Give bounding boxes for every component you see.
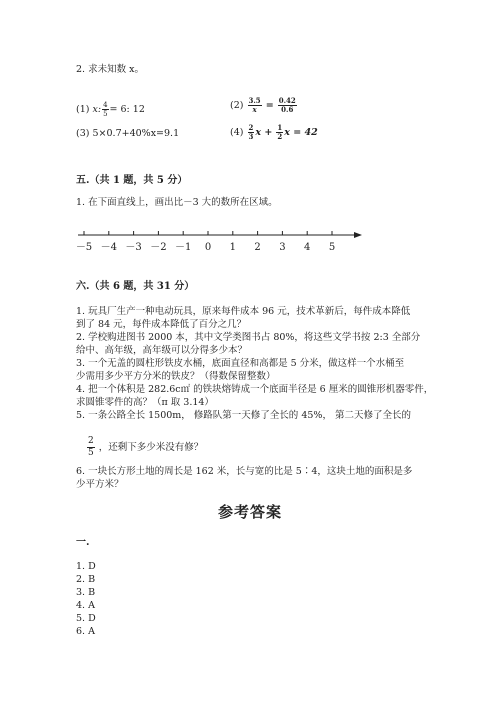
number-line-label: 4 bbox=[304, 242, 311, 253]
number-line-label: 3 bbox=[279, 242, 286, 253]
eq4-mid: x + bbox=[255, 127, 273, 138]
eq1-var: x: bbox=[92, 104, 102, 115]
equation-1 bbox=[76, 101, 145, 118]
section2-heading: 2. 求未知数 x。 bbox=[76, 64, 144, 75]
number-line-label: －5 bbox=[75, 242, 93, 253]
eq3-expression: 5×0.7+40%x=9.1 bbox=[92, 128, 180, 139]
answer-item: 6. A bbox=[76, 626, 95, 637]
number-line-label: －1 bbox=[175, 242, 192, 253]
section6-title: 六.（共 6 题，共 31 分） bbox=[76, 281, 195, 292]
answer-item: 4. A bbox=[76, 600, 95, 611]
number-line-label: 2 bbox=[254, 242, 261, 253]
q5-frac-den: 5 bbox=[88, 448, 94, 458]
eq2-lhs-fraction bbox=[248, 97, 262, 114]
answer-item: 2. B bbox=[76, 574, 96, 585]
number-line-labels bbox=[76, 242, 335, 253]
number-line-label: 1 bbox=[229, 242, 236, 253]
s6-q4-line1: 4. 把一个体积是 282.6c㎡ 的铁块熔铸成一个底面半径是 6 厘米的圆锥形机器零件， bbox=[76, 384, 434, 395]
equation-2 bbox=[230, 97, 298, 114]
eq1-frac-den: 5 bbox=[103, 110, 108, 118]
eq2-lhs-num: 3.5 bbox=[248, 96, 261, 105]
number-line bbox=[70, 226, 370, 256]
eq2-equals: = bbox=[265, 100, 274, 111]
eq4-frac1-num: 2 bbox=[248, 123, 254, 132]
section5-title: 五.（共 1 题，共 5 分） bbox=[76, 175, 188, 186]
number-line-label: 5 bbox=[328, 242, 336, 253]
eq4-frac2 bbox=[276, 124, 283, 141]
s6-q1-line2: 到了 84 元，每件成本降低了百分之几？ bbox=[76, 319, 247, 330]
answer-item: 5. D bbox=[76, 613, 96, 624]
section5-question-1: 1. 在下面直线上，画出比－3 大的数所在区域。 bbox=[76, 197, 278, 208]
s6-q2-line2: 给中、高年级，高年级可以分得多少本？ bbox=[76, 345, 248, 356]
eq3-label: (3) bbox=[76, 128, 90, 139]
eq2-lhs-den: x bbox=[252, 105, 257, 114]
eq2-rhs-den: 0.6 bbox=[281, 105, 294, 114]
eq4-frac1 bbox=[248, 124, 255, 141]
answer-item: 3. B bbox=[76, 587, 96, 598]
eq1-fraction bbox=[102, 101, 108, 118]
eq1-rhs: = 6: 12 bbox=[109, 104, 145, 115]
equation-4 bbox=[230, 124, 318, 141]
eq4-label: (4) bbox=[230, 127, 244, 138]
s6-q3-line1: 3. 一个无盖的圆柱形铁皮水桶，底面直径和高都是 5 分米，做这样一个水桶至 bbox=[76, 358, 405, 369]
eq2-label: (2) bbox=[230, 100, 244, 111]
answers-title: 参考答案 bbox=[218, 503, 283, 521]
q5-fraction bbox=[87, 436, 95, 459]
s6-q6-line1: 6. 一块长方形土地的周长是 162 米，长与宽的比是 5∶4，这块土地的面积是多 bbox=[76, 466, 413, 477]
number-line-arrow bbox=[354, 232, 362, 238]
q5-frac-num: 2 bbox=[88, 436, 94, 446]
s6-q5-line1: 5. 一条公路全长 1500m， 修路队第一天修了全长的 45%， 第二天修了全长的 bbox=[76, 410, 411, 421]
eq1-label: (1) bbox=[76, 104, 90, 115]
eq2-rhs-num: 0.42 bbox=[278, 96, 296, 105]
q5-rest: ，还剩下多少米没有修？ bbox=[98, 442, 204, 453]
number-line-label: －3 bbox=[125, 242, 142, 253]
number-line-ticks bbox=[84, 231, 332, 235]
s6-q1-line1: 1. 玩具厂生产一种电动玩具，原来每件成本 96 元，技术革新后，每件成本降低 bbox=[76, 306, 411, 317]
equation-3 bbox=[76, 127, 179, 140]
eq4-frac1-den: 3 bbox=[248, 132, 254, 141]
eq4-rhs: x = 42 bbox=[284, 127, 318, 138]
answers-part1: 一. bbox=[76, 537, 90, 548]
s6-q5-line2 bbox=[86, 436, 203, 459]
s6-q6-line2: 少平方米？ bbox=[76, 479, 124, 490]
number-line-label: －2 bbox=[150, 242, 167, 253]
s6-q4-line2: 求圆锥零件的高？（π 取 3.14） bbox=[76, 397, 214, 408]
number-line-label: 0 bbox=[204, 242, 212, 253]
s6-q3-line2: 少需用多少平方分米的铁皮？（得数保留整数） bbox=[76, 371, 276, 382]
number-line-label: －4 bbox=[100, 242, 117, 253]
answer-item: 1. D bbox=[76, 561, 96, 572]
eq1-frac-num: 4 bbox=[103, 101, 108, 109]
eq4-frac2-num: 1 bbox=[277, 123, 283, 132]
eq2-rhs-fraction bbox=[278, 97, 297, 114]
s6-q2-line1: 2. 学校购进图书 2000 本，其中文学类图书占 80%，将这些文学书按 2:3 全部分 bbox=[76, 332, 421, 343]
eq4-frac2-den: 2 bbox=[277, 132, 283, 141]
